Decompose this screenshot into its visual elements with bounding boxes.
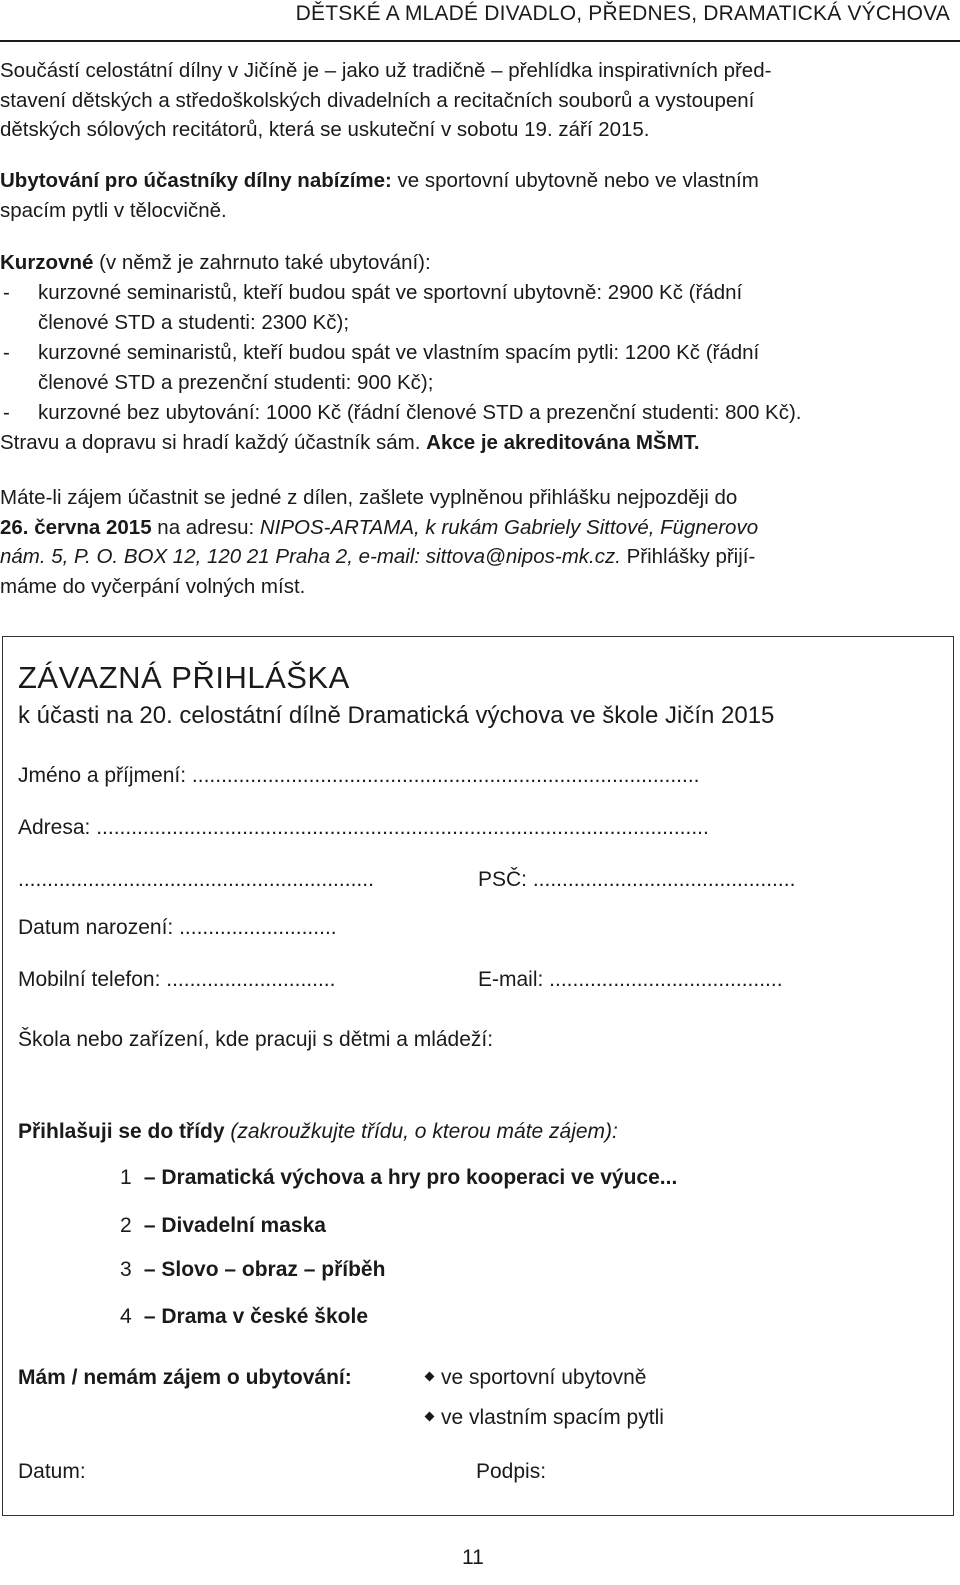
apply-text: na adresu:	[151, 515, 260, 539]
deadline: 26. června 2015	[0, 515, 152, 539]
class-option-1[interactable]	[120, 1166, 677, 1190]
date-field[interactable]: Datum:	[18, 1460, 86, 1483]
birth-date-field[interactable]: Datum narození: ...........................	[18, 916, 337, 939]
class-selection-label	[18, 1120, 618, 1144]
dash-bullet: -	[3, 281, 10, 304]
form-title: ZÁVAZNÁ PŘIHLÁŠKA	[18, 660, 350, 695]
address-continuation-field[interactable]: .............................................................	[18, 868, 374, 891]
diamond-bullet-icon	[425, 1412, 435, 1422]
accommodation-option-sports-hostel[interactable]	[422, 1366, 646, 1390]
fees-intro	[0, 248, 958, 278]
accommodation-option-text: ve sportovní ubytovně	[441, 1366, 647, 1389]
mobile-phone-field[interactable]: Mobilní telefon: .............................	[18, 968, 336, 991]
option-name: Drama v české škole	[161, 1305, 369, 1328]
fees-intro-text: (v němž je zahrnuto také ubytování):	[93, 251, 431, 274]
application-paragraph	[0, 483, 958, 601]
accommodation-option-text: ve vlastním spacím pytli	[441, 1406, 664, 1429]
name-field[interactable]: Jméno a příjmení: .......................................................................................	[18, 764, 700, 787]
intro-line: stavení dětských a středoškolských divadelních a recitačních souborů a vystoupení	[0, 88, 755, 112]
option-dash: –	[138, 1258, 162, 1281]
intro-line: dětských sólových recitátorů, která se uskuteční v sobotu 19. září 2015.	[0, 118, 650, 141]
option-number: 2	[120, 1214, 132, 1237]
option-number: 4	[120, 1305, 132, 1328]
form-subtitle: k účasti na 20. celostátní dílně Dramatická výchova ve škole Jičín 2015	[18, 702, 775, 729]
fee-item-text: členové STD a prezenční studenti: 900 Kč);	[38, 371, 434, 394]
apply-line: Máte-li zájem účastnit se jedné z dílen, zašlete vyplněnou přihlášku nejpozději do	[0, 486, 738, 509]
fee-item-text: kurzovné bez ubytování: 1000 Kč (řádní členové STD a prezenční studenti: 800 Kč).	[38, 401, 802, 424]
apply-text: Přihlášky přijí-	[620, 545, 756, 568]
accommodation-label: Mám / nemám zájem o ubytování:	[18, 1366, 352, 1389]
address-field[interactable]: Adresa: .........................................................................................................	[18, 816, 709, 839]
running-header: DĚTSKÉ A MLADÉ DIVADLO, PŘEDNES, DRAMATICKÁ VÝCHOVA	[295, 2, 950, 25]
school-field[interactable]: Škola nebo zařízení, kde pracuji s dětmi a mládeží:	[18, 1028, 494, 1051]
food-text: Stravu a dopravu si hradí každý účastník sám.	[0, 431, 427, 454]
address: NIPOS-ARTAMA, k rukám Gabriely Sittové, Fügnerovo	[259, 515, 759, 539]
diamond-bullet-icon	[425, 1372, 435, 1382]
lodging-label: Ubytování pro účastníky dílny nabízíme:	[0, 169, 392, 192]
dash-bullet: -	[3, 401, 10, 424]
class-hint: (zakroužkujte třídu, o kterou máte zájem):	[224, 1120, 618, 1143]
lodging-text: spacím pytli v tělocvičně.	[0, 198, 227, 222]
food-note	[0, 428, 958, 458]
class-option-2[interactable]	[120, 1214, 326, 1238]
option-name: Slovo – obraz – příběh	[161, 1258, 386, 1281]
option-name: Dramatická výchova a hry pro kooperaci ve výuce...	[161, 1166, 678, 1189]
class-option-3[interactable]	[120, 1258, 385, 1282]
header-rule	[0, 40, 960, 42]
fee-item-text: kurzovné seminaristů, kteří budou spát ve vlastním spacím pytli: 1200 Kč (řádní	[38, 341, 760, 364]
intro-paragraph	[0, 56, 958, 145]
lodging-text: ve sportovní ubytovně nebo ve vlastním	[391, 169, 759, 192]
option-name: Divadelní maska	[161, 1214, 326, 1237]
intro-line: Součástí celostátní dílny v Jičíně je – jako už tradičně – přehlídka inspirativních před-	[0, 59, 772, 82]
lodging-paragraph	[0, 166, 958, 225]
class-label: Přihlašuji se do třídy	[18, 1120, 225, 1143]
apply-line: máme do vyčerpání volných míst.	[0, 574, 306, 598]
option-dash: –	[138, 1305, 162, 1328]
accreditation-text: Akce je akreditována MŠMT.	[426, 431, 700, 454]
fee-item-text: kurzovné seminaristů, kteří budou spát ve sportovní ubytovně: 2900 Kč (řádní	[38, 281, 743, 304]
signature-field[interactable]: Podpis:	[476, 1460, 547, 1483]
option-number: 3	[120, 1258, 132, 1281]
option-dash: –	[138, 1214, 162, 1237]
option-dash: –	[138, 1166, 162, 1189]
page-number: 11	[462, 1546, 484, 1569]
option-number: 1	[120, 1166, 132, 1189]
fee-item-text: členové STD a studenti: 2300 Kč);	[38, 311, 350, 334]
fees-label: Kurzovné	[0, 251, 94, 274]
dash-bullet: -	[3, 341, 10, 364]
postal-code-field[interactable]: PSČ: .............................................	[478, 868, 796, 891]
accommodation-option-sleeping-bag[interactable]	[422, 1406, 664, 1430]
email-field[interactable]: E-mail: ........................................	[478, 968, 783, 991]
address: nám. 5, P. O. BOX 12, 120 21 Praha 2, e-mail: sittova@nipos-mk.cz.	[0, 545, 621, 568]
class-option-4[interactable]	[120, 1305, 368, 1329]
